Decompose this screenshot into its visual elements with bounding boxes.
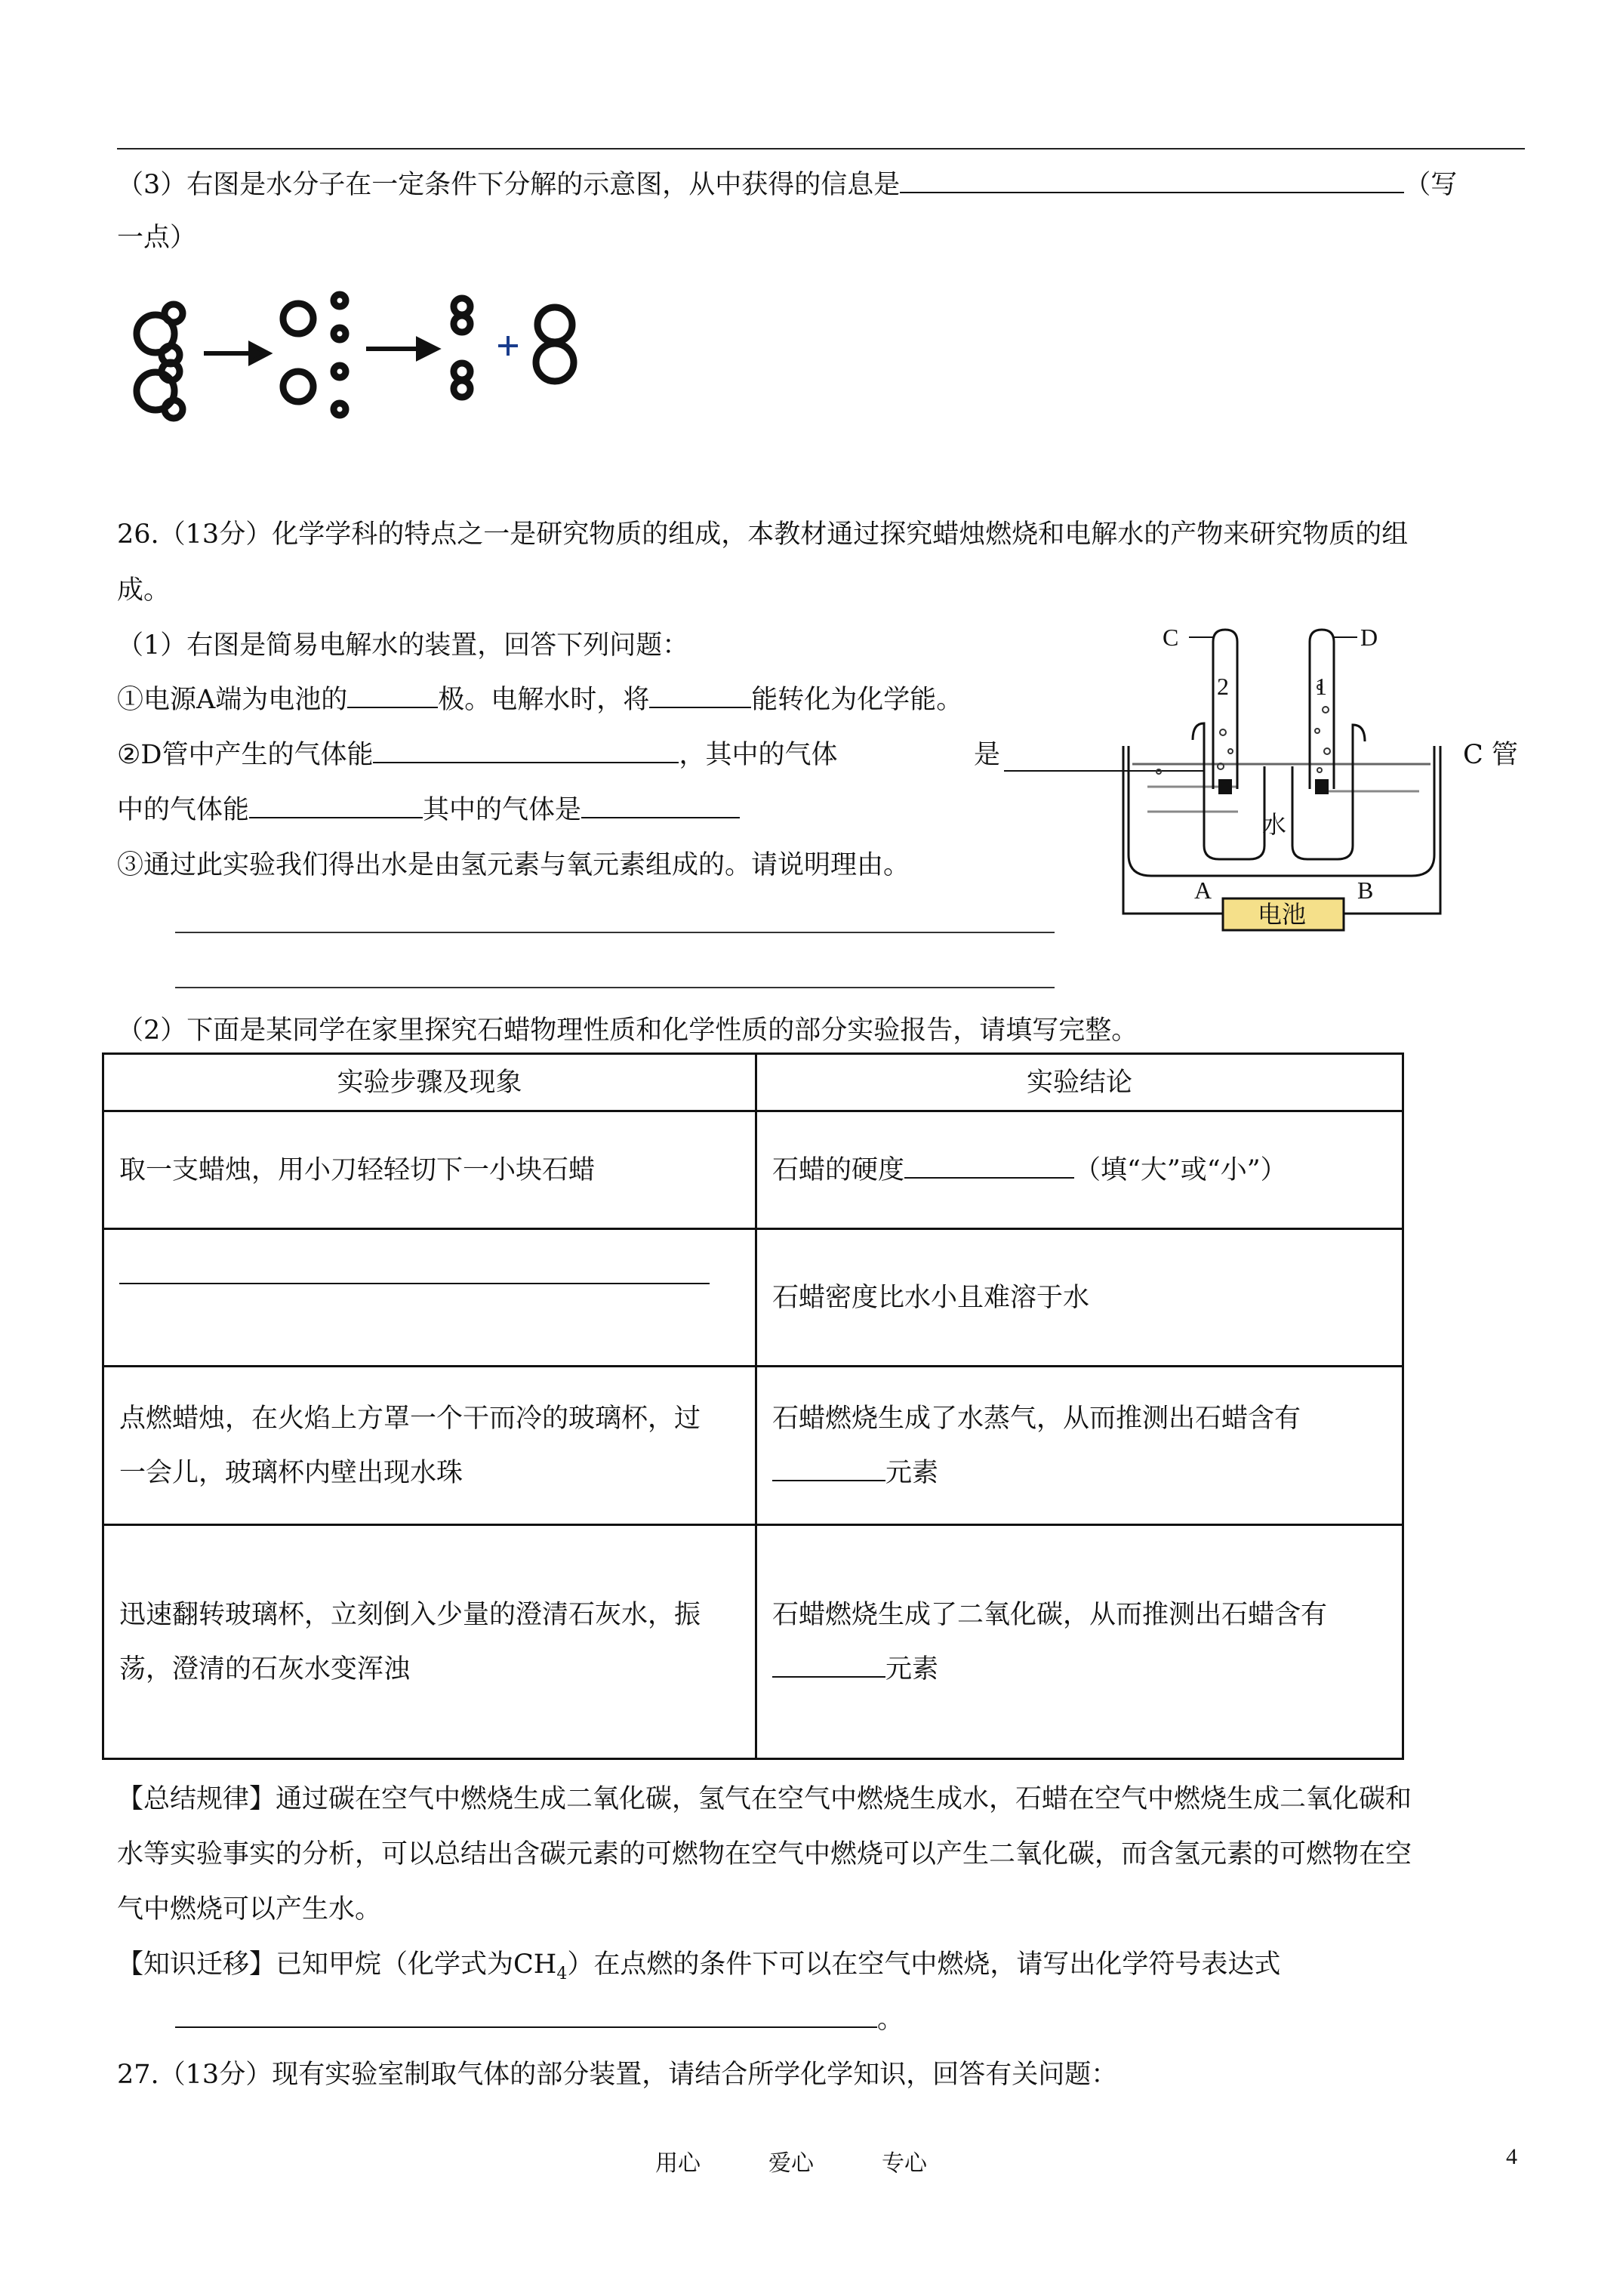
table-row [103, 1525, 1403, 1759]
row4-conc-l2: 元素 [885, 1653, 939, 1684]
row1-conc-a: 石蜡的硬度 [772, 1154, 905, 1185]
table-row [103, 1367, 1403, 1525]
row1-step: 取一支蜡烛，用小刀轻轻切下一小块石蜡 [103, 1111, 756, 1229]
row3-conclusion [756, 1367, 1403, 1525]
experiment-report-table [102, 1052, 1404, 1760]
transfer-line [117, 1946, 1280, 1993]
q27-text: 27.（13分）现有实验室制取气体的部分装置，请结合所学化学知识，回答有关问题： [117, 2060, 1118, 2090]
q26-s1a: ①电源A端为电池的 [117, 685, 348, 715]
footer-word-2: 爱心 [768, 2150, 814, 2177]
q3-tail2: 一点） [117, 223, 197, 253]
q3-text: （3）右图是水分子在一定条件下分解的示意图，从中获得的信息是 [117, 170, 901, 200]
q26-sub3 [117, 791, 740, 829]
q3-line1 [117, 166, 1457, 204]
q3-answer-blank[interactable] [900, 166, 1404, 193]
page-number: 4 [1506, 2144, 1517, 2169]
hardness-blank[interactable] [904, 1151, 1074, 1179]
row4-conclusion [756, 1525, 1403, 1759]
summary-line1: 【总结规律】通过碳在空气中燃烧生成二氧化碳，氢气在空气中燃烧生成水，石蜡在空气中燃烧生成二氧化碳和 [117, 1784, 1412, 1814]
label-a: A [1194, 877, 1212, 904]
label-tube-1: 1 [1315, 673, 1327, 700]
row2-step-blank[interactable] [119, 1283, 710, 1284]
row2-step [103, 1229, 756, 1367]
methane-equation-blank[interactable] [175, 2001, 877, 2028]
header-rule [117, 148, 1525, 149]
transfer-b: ）在点燃的条件下可以在空气中燃烧，请写出化学符号表达式 [567, 1949, 1281, 1980]
q26-sub1 [117, 681, 962, 719]
electrolysis-apparatus [1117, 619, 1449, 936]
label-d: D [1360, 624, 1378, 651]
row3-step-l2: 一会儿，玻璃杯内壁出现水珠 [119, 1457, 463, 1488]
q26-intro-line1: 26.（13分）化学学科的特点之一是研究物质的组成，本教材通过探究蜡烛燃烧和电解水的产物来研究物质的组 [117, 519, 1409, 550]
footer-word-1: 用心 [655, 2150, 701, 2177]
row3-conc-l1: 石蜡燃烧生成了水蒸气，从而推测出石蜡含有 [772, 1403, 1301, 1434]
row4-conc-l1: 石蜡燃烧生成了二氧化碳，从而推测出石蜡含有 [772, 1599, 1328, 1630]
label-water: 水 [1262, 811, 1287, 838]
q26-part1-heading: （1）右图是简易电解水的装置，回答下列问题： [117, 630, 689, 661]
row2-conclusion: 石蜡密度比水小且难溶于水 [756, 1229, 1403, 1367]
row3-conc-l2: 元素 [885, 1457, 939, 1488]
d-tube-property-blank[interactable] [373, 736, 679, 763]
label-b: B [1357, 877, 1374, 904]
q26-sub2 [117, 736, 837, 774]
summary-line2: 水等实验事实的分析，可以总结出含碳元素的可燃物在空气中燃烧可以产生二氧化碳，而含氢元素的可燃物在空 [117, 1839, 1412, 1869]
q26-intro-line2: 成。 [117, 575, 171, 606]
q26-sub4: ③通过此实验我们得出水是由氢元素与氧元素组成的。请说明理由。 [117, 850, 910, 880]
table-row [103, 1229, 1403, 1367]
label-battery: 电池 [1258, 901, 1307, 928]
row4-step-l1: 迅速翻转玻璃杯，立刻倒入少量的澄清石灰水，振 [119, 1599, 701, 1630]
q26-s1b: 极。电解水时，将 [438, 685, 650, 715]
footer-word-3: 专心 [882, 2150, 927, 2177]
q3-line2 [117, 219, 196, 257]
summary-line3: 气中燃烧可以产生水。 [117, 1894, 382, 1925]
energy-type-blank[interactable] [649, 681, 751, 708]
electrode-pole-blank[interactable] [347, 681, 438, 708]
q26-s2b: ，其中的气体 [679, 740, 838, 770]
transfer-end: 。 [877, 2005, 904, 2035]
table-row [103, 1111, 1403, 1229]
transfer-a: 【知识迁移】已知甲烷（化学式为CH [117, 1949, 557, 1980]
transfer-answer [175, 2001, 904, 2039]
q26-s2a: ②D管中产生的气体能 [117, 740, 374, 770]
reason-answer-line-1[interactable] [175, 932, 1055, 933]
element-c-blank[interactable] [772, 1650, 885, 1678]
row4-step-l2: 荡，澄清的石灰水变浑浊 [119, 1653, 411, 1684]
q26-s2-c-tube: C 管 [1463, 740, 1518, 770]
q26-s2-is: 是 [974, 740, 1001, 770]
row4-step [103, 1525, 756, 1759]
row3-step-l1: 点燃蜡烛，在火焰上方罩一个干而冷的玻璃杯，过 [119, 1403, 701, 1434]
water-decomposition-diagram [121, 287, 604, 438]
c-tube-gas-blank[interactable] [581, 791, 740, 818]
q26-s1c: 能转化为化学能。 [751, 685, 963, 715]
transfer-sub: 4 [556, 1965, 568, 1983]
header-conclusion: 实验结论 [756, 1054, 1403, 1111]
row1-conclusion [756, 1111, 1403, 1229]
q26-s3b: 其中的气体是 [423, 795, 582, 825]
header-steps: 实验步骤及现象 [103, 1054, 756, 1111]
label-c: C [1163, 624, 1179, 651]
q26-s3a: 中的气体能 [117, 795, 250, 825]
element-h-blank[interactable] [772, 1454, 885, 1481]
row3-step [103, 1367, 756, 1525]
q3-tail: （写 [1404, 170, 1458, 200]
label-tube-2: 2 [1217, 673, 1229, 700]
q26-part2-heading: （2）下面是某同学在家里探究石蜡物理性质和化学性质的部分实验报告，请填写完整。 [117, 1015, 1138, 1046]
reason-answer-line-2[interactable] [175, 987, 1055, 988]
c-tube-property-blank[interactable] [249, 791, 423, 818]
row1-conc-b: （填“大”或“小”） [1074, 1154, 1287, 1185]
